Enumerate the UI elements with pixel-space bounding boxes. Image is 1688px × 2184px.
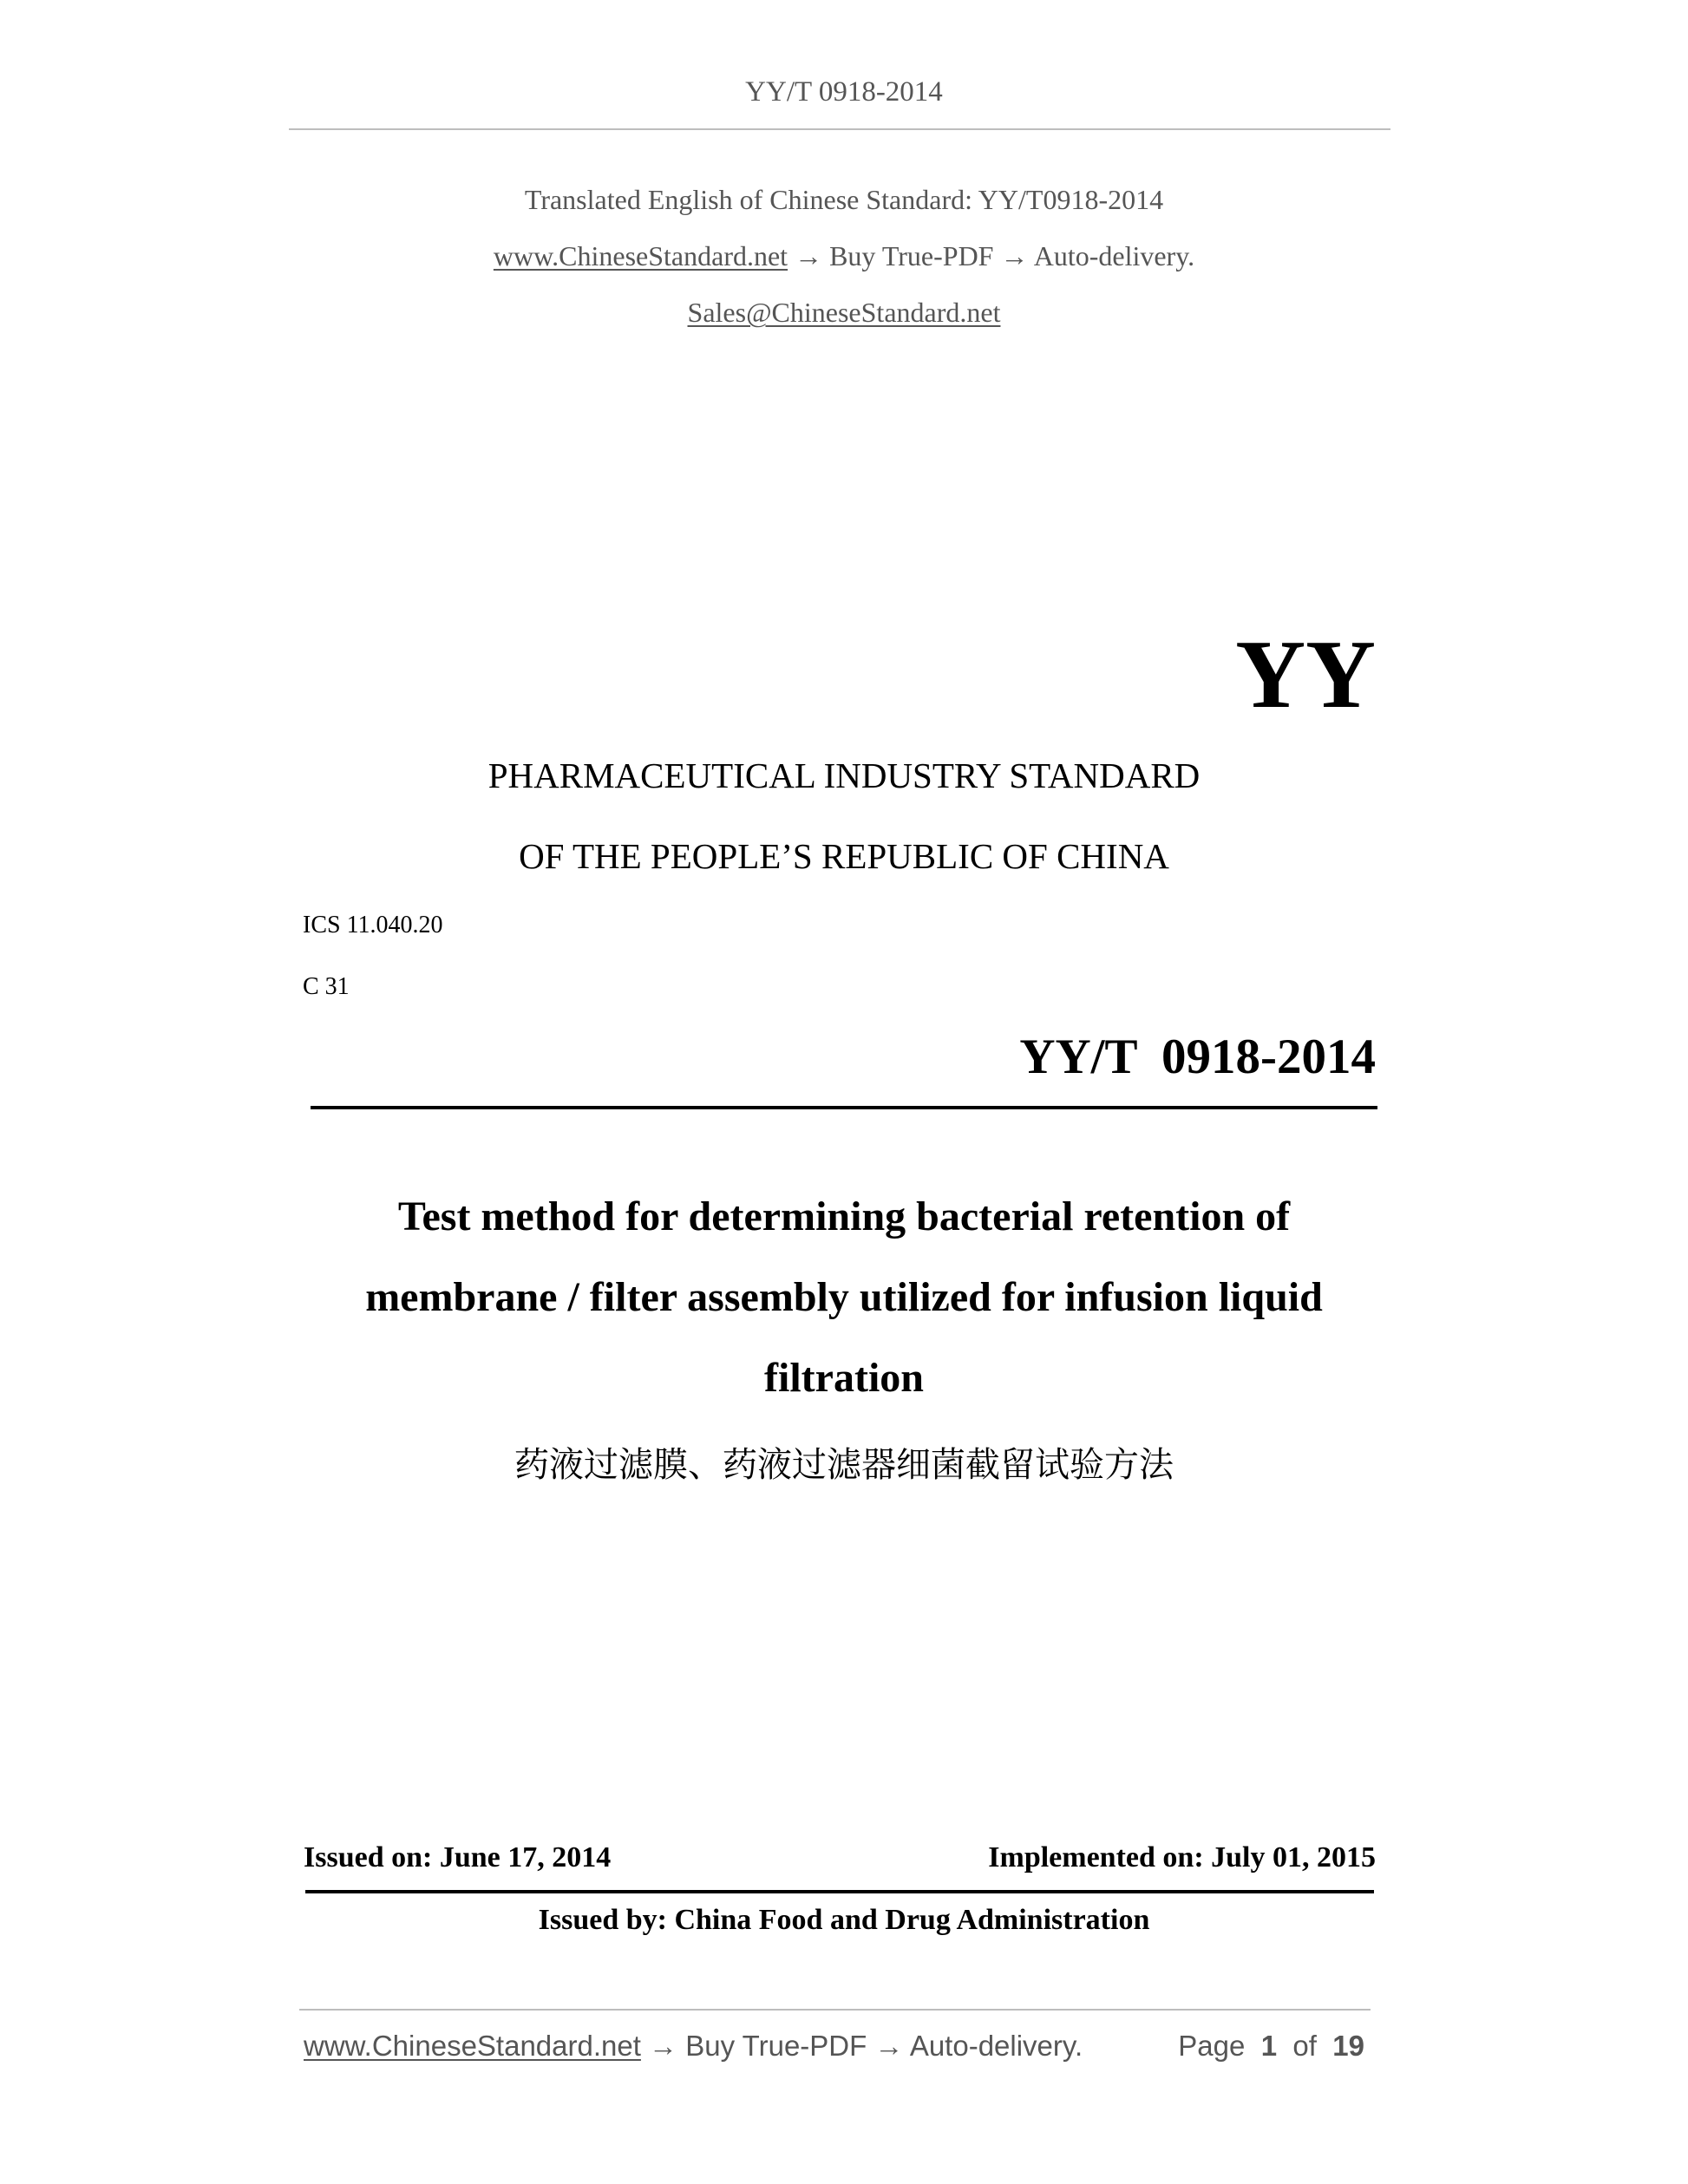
issuing-authority: Issued by: China Food and Drug Administration [538,1904,1150,1936]
standard-mark: YY [1235,621,1376,729]
buy-text: → Buy True-PDF → Auto-delivery. [795,240,1195,271]
page-of: of [1292,2030,1317,2062]
page-current: 1 [1260,2030,1278,2062]
site-link[interactable]: www.ChineseStandard.net [493,240,788,271]
standard-heading-line2: OF THE PEOPLE’S REPUBLIC OF CHINA [519,836,1169,876]
footer-buy-text: → Buy True-PDF → Auto-delivery. [649,2030,1083,2062]
document-title-line2: membrane / filter assembly utilized for infusion liquid [365,1274,1323,1320]
document-title-chinese: 药液过滤膜、药液过滤器细菌截留试验方法 [514,1445,1174,1485]
page-label: Page [1178,2030,1246,2062]
standard-number: YY/T 0918-2014 [1019,1030,1376,1084]
implemented-on-date: Implemented on: July 01, 2015 [988,1841,1376,1873]
translated-standard-line: Translated English of Chinese Standard: YY/T0918-2014 [524,184,1164,215]
page-total: 19 [1332,2030,1364,2062]
ccs-code: C 31 [303,973,350,1000]
ics-code: ICS 11.040.20 [303,912,443,938]
issued-on-date: Issued on: June 17, 2014 [304,1841,612,1873]
dates-divider [305,1890,1374,1893]
standard-number-divider [311,1106,1377,1109]
promo-buy-line [0,240,1688,272]
running-header: YY/T 0918-2014 [745,76,943,108]
document-title-line3: filtration [764,1355,924,1401]
email-line [0,297,1688,329]
email-link[interactable]: Sales@ChineseStandard.net [687,297,1001,328]
header-divider [289,128,1390,130]
footer-site-link[interactable]: www.ChineseStandard.net [304,2030,641,2062]
standard-heading-line1: PHARMACEUTICAL INDUSTRY STANDARD [487,755,1201,795]
page-indicator [1178,2030,1364,2063]
document-title-line1: Test method for determining bacterial retention of [397,1193,1291,1239]
footer-promo [304,2030,1083,2063]
footer-divider [299,2009,1371,2011]
